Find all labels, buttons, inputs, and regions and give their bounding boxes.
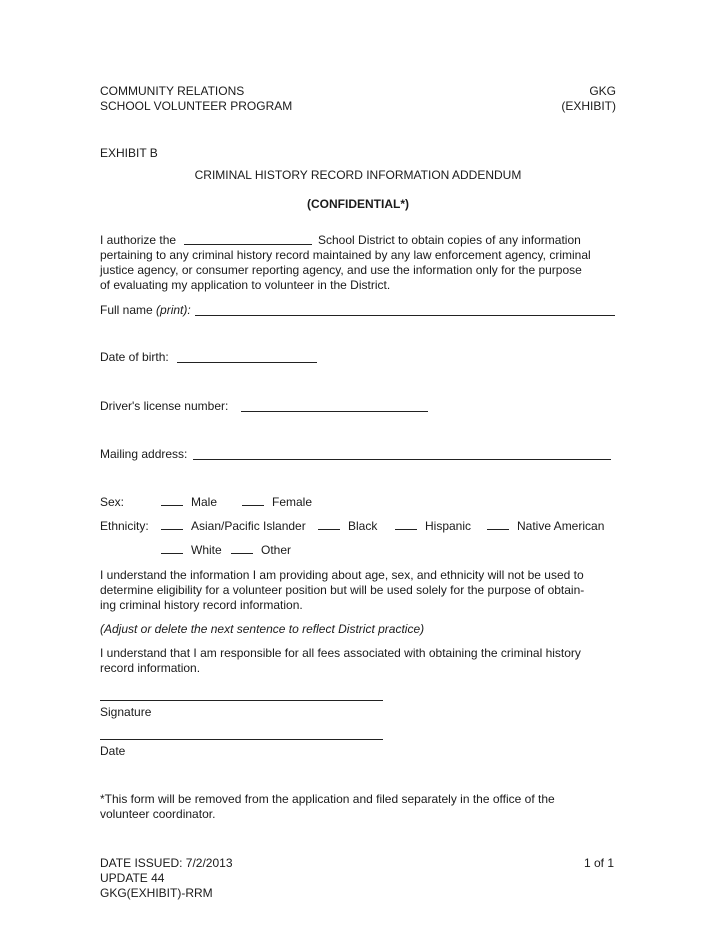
authorize-prefix: I authorize the: [100, 233, 177, 247]
signature-label: Signature: [100, 705, 152, 719]
understand2-line2: record information.: [100, 661, 201, 675]
checkbox-blank[interactable]: [318, 519, 340, 530]
checkbox-blank[interactable]: [487, 519, 509, 530]
understand1-line3: ing criminal history record information.: [100, 598, 303, 612]
full-name-field[interactable]: [195, 315, 615, 316]
footer-update: UPDATE 44: [100, 871, 165, 885]
understand1-line1: I understand the information I am providing about age, sex, and ethnicity will not be used to: [100, 568, 584, 582]
checkbox-blank[interactable]: [395, 519, 417, 530]
address-label: Mailing address:: [100, 447, 188, 461]
authorize-line2: pertaining to any criminal history record maintained by any law enforcement agency, criminal: [100, 248, 591, 262]
date-label: Date: [100, 744, 126, 758]
checkbox-blank[interactable]: [161, 519, 183, 530]
sex-option-male[interactable]: Male: [161, 495, 217, 509]
ethnicity-option-other[interactable]: Other: [231, 543, 291, 557]
header-code: GKG: [589, 84, 616, 98]
checkbox-blank[interactable]: [242, 495, 264, 506]
understand2-line1: I understand that I am responsible for all fees associated with obtaining the criminal history: [100, 646, 581, 660]
checkbox-blank[interactable]: [161, 495, 183, 506]
district-name-blank[interactable]: [184, 244, 312, 245]
ethnicity-option-black[interactable]: Black: [318, 519, 377, 533]
footnote-line1: *This form will be removed from the application and filed separately in the office of the: [100, 792, 555, 806]
dob-field[interactable]: [177, 362, 317, 363]
footer-code: GKG(EXHIBIT)-RRM: [100, 886, 213, 900]
exhibit-label: EXHIBIT B: [100, 146, 158, 160]
checkbox-blank[interactable]: [161, 543, 183, 554]
license-field[interactable]: [241, 411, 428, 412]
footnote-line2: volunteer coordinator.: [100, 807, 216, 821]
authorize-line3: justice agency, or consumer reporting agency, and use the information only for the purpose: [100, 263, 582, 277]
sex-option-female[interactable]: Female: [242, 495, 312, 509]
signature-field[interactable]: [100, 700, 383, 701]
date-field[interactable]: [100, 739, 383, 740]
sex-label: Sex:: [100, 495, 125, 509]
dob-label: Date of birth:: [100, 350, 169, 364]
header-section-name: COMMUNITY RELATIONS: [100, 84, 245, 98]
ethnicity-label: Ethnicity:: [100, 519, 149, 533]
footer-date-issued: DATE ISSUED: 7/2/2013: [100, 856, 233, 870]
page-title: CRIMINAL HISTORY RECORD INFORMATION ADDENDUM: [194, 168, 522, 182]
adjust-note: (Adjust or delete the next sentence to reflect District practice): [100, 622, 425, 636]
header-program-name: SCHOOL VOLUNTEER PROGRAM: [100, 99, 293, 113]
ethnicity-option-asian[interactable]: Asian/Pacific Islander: [161, 519, 306, 533]
checkbox-blank[interactable]: [231, 543, 253, 554]
page-number: 1 of 1: [583, 856, 614, 870]
authorize-line1: School District to obtain copies of any information: [318, 233, 581, 247]
full-name-label: Full name (print):: [100, 303, 191, 317]
authorize-line4: of evaluating my application to volunteer in the District.: [100, 278, 391, 292]
confidential-subtitle: (CONFIDENTIAL*): [307, 197, 409, 211]
license-label: Driver's license number:: [100, 399, 229, 413]
header-exhibit: (EXHIBIT): [561, 99, 616, 113]
ethnicity-option-native-american[interactable]: Native American: [487, 519, 604, 533]
understand1-line2: determine eligibility for a volunteer position but will be used solely for the purpose of obtain-: [100, 583, 585, 597]
ethnicity-option-white[interactable]: White: [161, 543, 222, 557]
ethnicity-option-hispanic[interactable]: Hispanic: [395, 519, 471, 533]
address-field[interactable]: [193, 459, 611, 460]
